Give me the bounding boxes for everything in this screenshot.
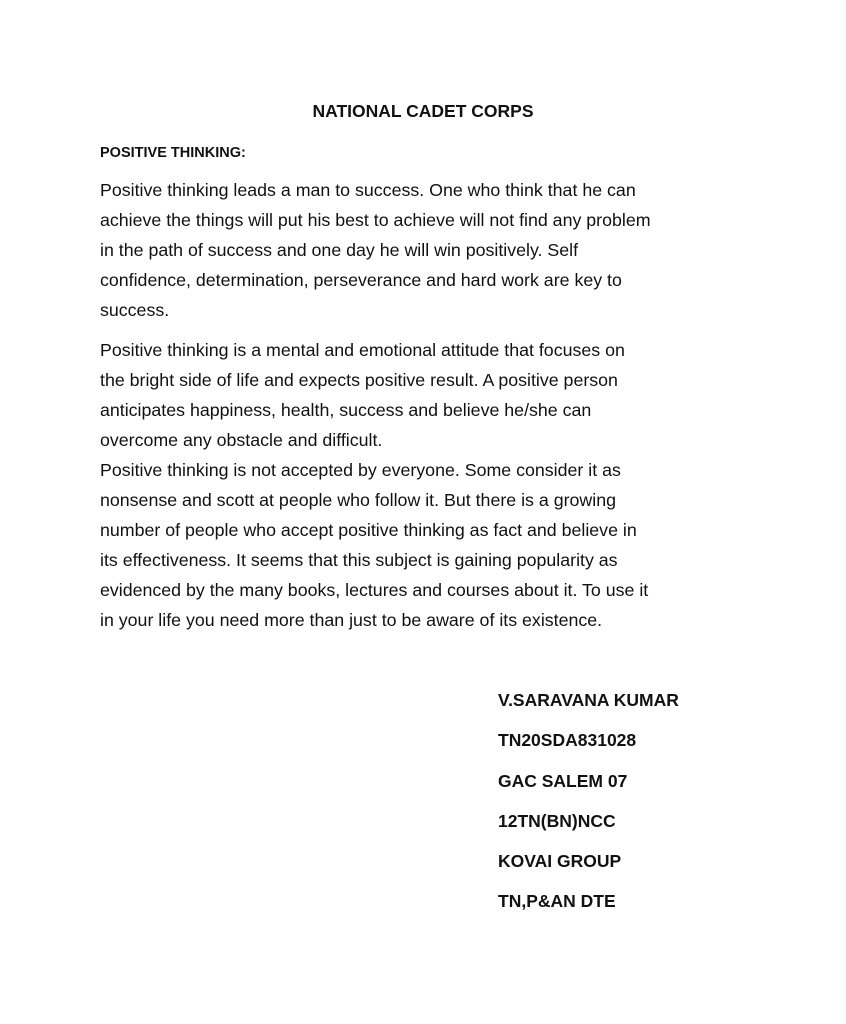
- paragraph-line: evidenced by the many books, lectures and courses about it. To use it: [100, 580, 649, 600]
- paragraph-line: in the path of success and one day he will win positively. Self: [100, 240, 579, 260]
- paragraph-line: in your life you need more than just to be aware of its existence.: [100, 610, 603, 630]
- document-title: NATIONAL CADET CORPS: [312, 101, 534, 121]
- paragraph-line: Positive thinking is not accepted by everyone. Some consider it as: [100, 460, 621, 480]
- paragraph-line: nonsense and scott at people who follow it. But there is a growing: [100, 490, 616, 510]
- paragraph-2: [100, 335, 760, 455]
- signature-directorate: TN,P&AN DTE: [498, 891, 616, 912]
- paragraph-line: achieve the things will put his best to achieve will not find any problem: [100, 210, 651, 230]
- paragraph-3: [100, 455, 760, 635]
- section-heading: POSITIVE THINKING:: [100, 145, 246, 161]
- signature-regimental-number: TN20SDA831028: [498, 730, 637, 751]
- paragraph-line: Positive thinking is a mental and emotional attitude that focuses on: [100, 340, 625, 360]
- signature-college: GAC SALEM 07: [498, 770, 628, 791]
- signature-battalion: 12TN(BN)NCC: [498, 810, 616, 831]
- paragraph-line: confidence, determination, perseverance and hard work are key to: [100, 270, 622, 290]
- paragraph-line: the bright side of life and expects positive result. A positive person: [100, 370, 618, 390]
- paragraph-line: anticipates happiness, health, success and believe he/she can: [100, 400, 592, 420]
- signature-block: [498, 686, 679, 928]
- signature-group: KOVAI GROUP: [498, 851, 622, 872]
- paragraph-line: Positive thinking leads a man to success. One who think that he can: [100, 180, 636, 200]
- signature-name: V.SARAVANA KUMAR: [498, 690, 679, 710]
- paragraph-line: its effectiveness. It seems that this subject is gaining popularity as: [100, 550, 618, 570]
- paragraph-line: success.: [100, 300, 170, 320]
- paragraph-1: [100, 175, 760, 325]
- paragraph-line: number of people who accept positive thinking as fact and believe in: [100, 520, 637, 540]
- paragraph-line: overcome any obstacle and difficult.: [100, 430, 383, 450]
